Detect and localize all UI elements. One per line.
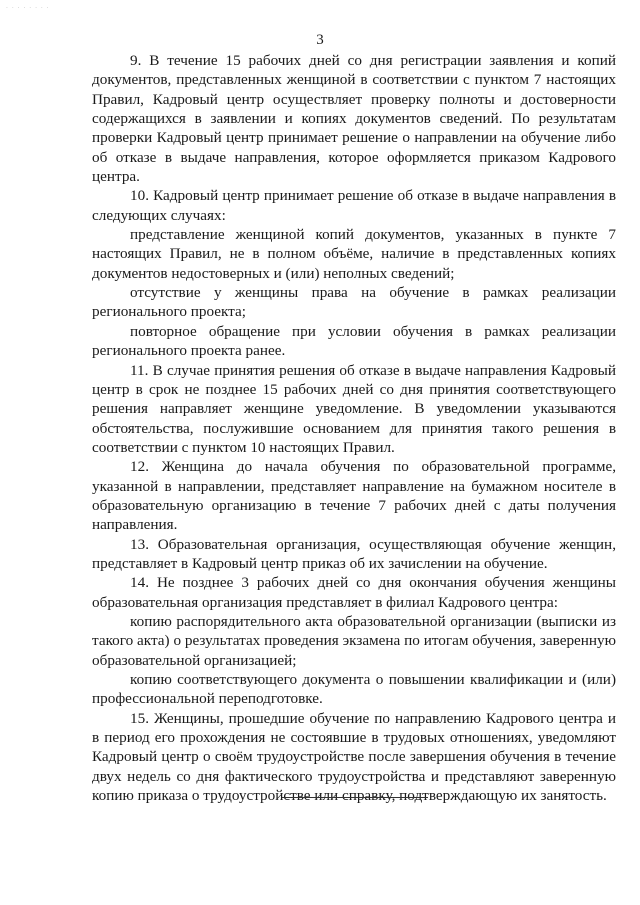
paragraph-14: 14. Не позднее 3 рабочих дней со дня окончания обучения женщины образовательная организация представляет в филиал Кадрового центра: bbox=[92, 574, 616, 611]
paragraph-9: 9. В течение 15 рабочих дней со дня регистрации заявления и копий документов, представленных женщиной в соответствии с пунктом 7 настоящих Правил, Кадровый центр осуществляет проверку полноты и достоверности содержащихся в заявлении и копиях документов сведений. По результатам проверки Кадровый центр принимает решение о направлении на обучение либо об отказе в выдаче направления, которое оформляется приказом Кадрового центра. bbox=[92, 52, 616, 186]
page-number: 3 bbox=[316, 32, 324, 48]
paragraph-10: 10. Кадровый центр принимает решение об отказе в выдаче направления в следующих случаях: bbox=[92, 187, 616, 224]
paragraph-13: 13. Образовательная организация, осуществляющая обучение женщин, представляет в Кадровый центр приказ об их зачислении на обучение. bbox=[92, 535, 616, 572]
paragraph-10-case-1: представление женщиной копий документов, указанных в пункте 7 настоящих Правил, не в полном объёме, наличие в представленных копиях документов недостоверных и (или) неполных сведений; bbox=[92, 226, 616, 282]
paragraph-10-case-2: отсутствие у женщины права на обучение в рамках реализации регионального проекта; bbox=[92, 284, 616, 321]
paragraph-10-case-3: повторное обращение при условии обучения в рамках реализации регионального проекта ранее. bbox=[92, 322, 616, 360]
paragraph-11: 11. В случае принятия решения об отказе в выдаче направления Кадровый центр в срок не позднее 15 рабочих дней со дня принятия соответствующего решения направляет женщине уведомление. В уведомлении указываются обстоятельства, послужившие основанием для принятия такого решения в соответствии с пунктом 10 настоящих Правил. bbox=[92, 361, 616, 456]
paragraph-15: 15. Женщины, прошедшие обучение по направлению Кадрового центра и в период его прохождения не состоявшие в трудовых отношениях, уведомляют Кадровый центр о своём трудоустройстве после завершения обучения в течение двух недель со дня фактического трудоустройства и представляют заверенную копию приказа о трудоустройстве или справку, подтверждающую их занятость. bbox=[92, 709, 616, 805]
paragraph-14-item-1: копию распорядительного акта образовательной организации (выписки из такого акта) о результатах проведения экзамена по итогам обучения, заверенную образовательной организацией; bbox=[92, 612, 616, 669]
document-body bbox=[92, 51, 616, 805]
paragraph-14-item-2: копию соответствующего документа о повышении квалификации и (или) профессиональной переподготовке. bbox=[92, 671, 616, 708]
scan-corner-mark: · · · · · · · · bbox=[6, 5, 50, 12]
paragraph-12: 12. Женщина до начала обучения по образовательной программе, указанной в направлении, представляет направление на бумажном носителе в образовательную организацию в течение 7 рабочих дней с даты получения направления. bbox=[92, 458, 616, 534]
end-of-document-rule bbox=[282, 797, 428, 798]
